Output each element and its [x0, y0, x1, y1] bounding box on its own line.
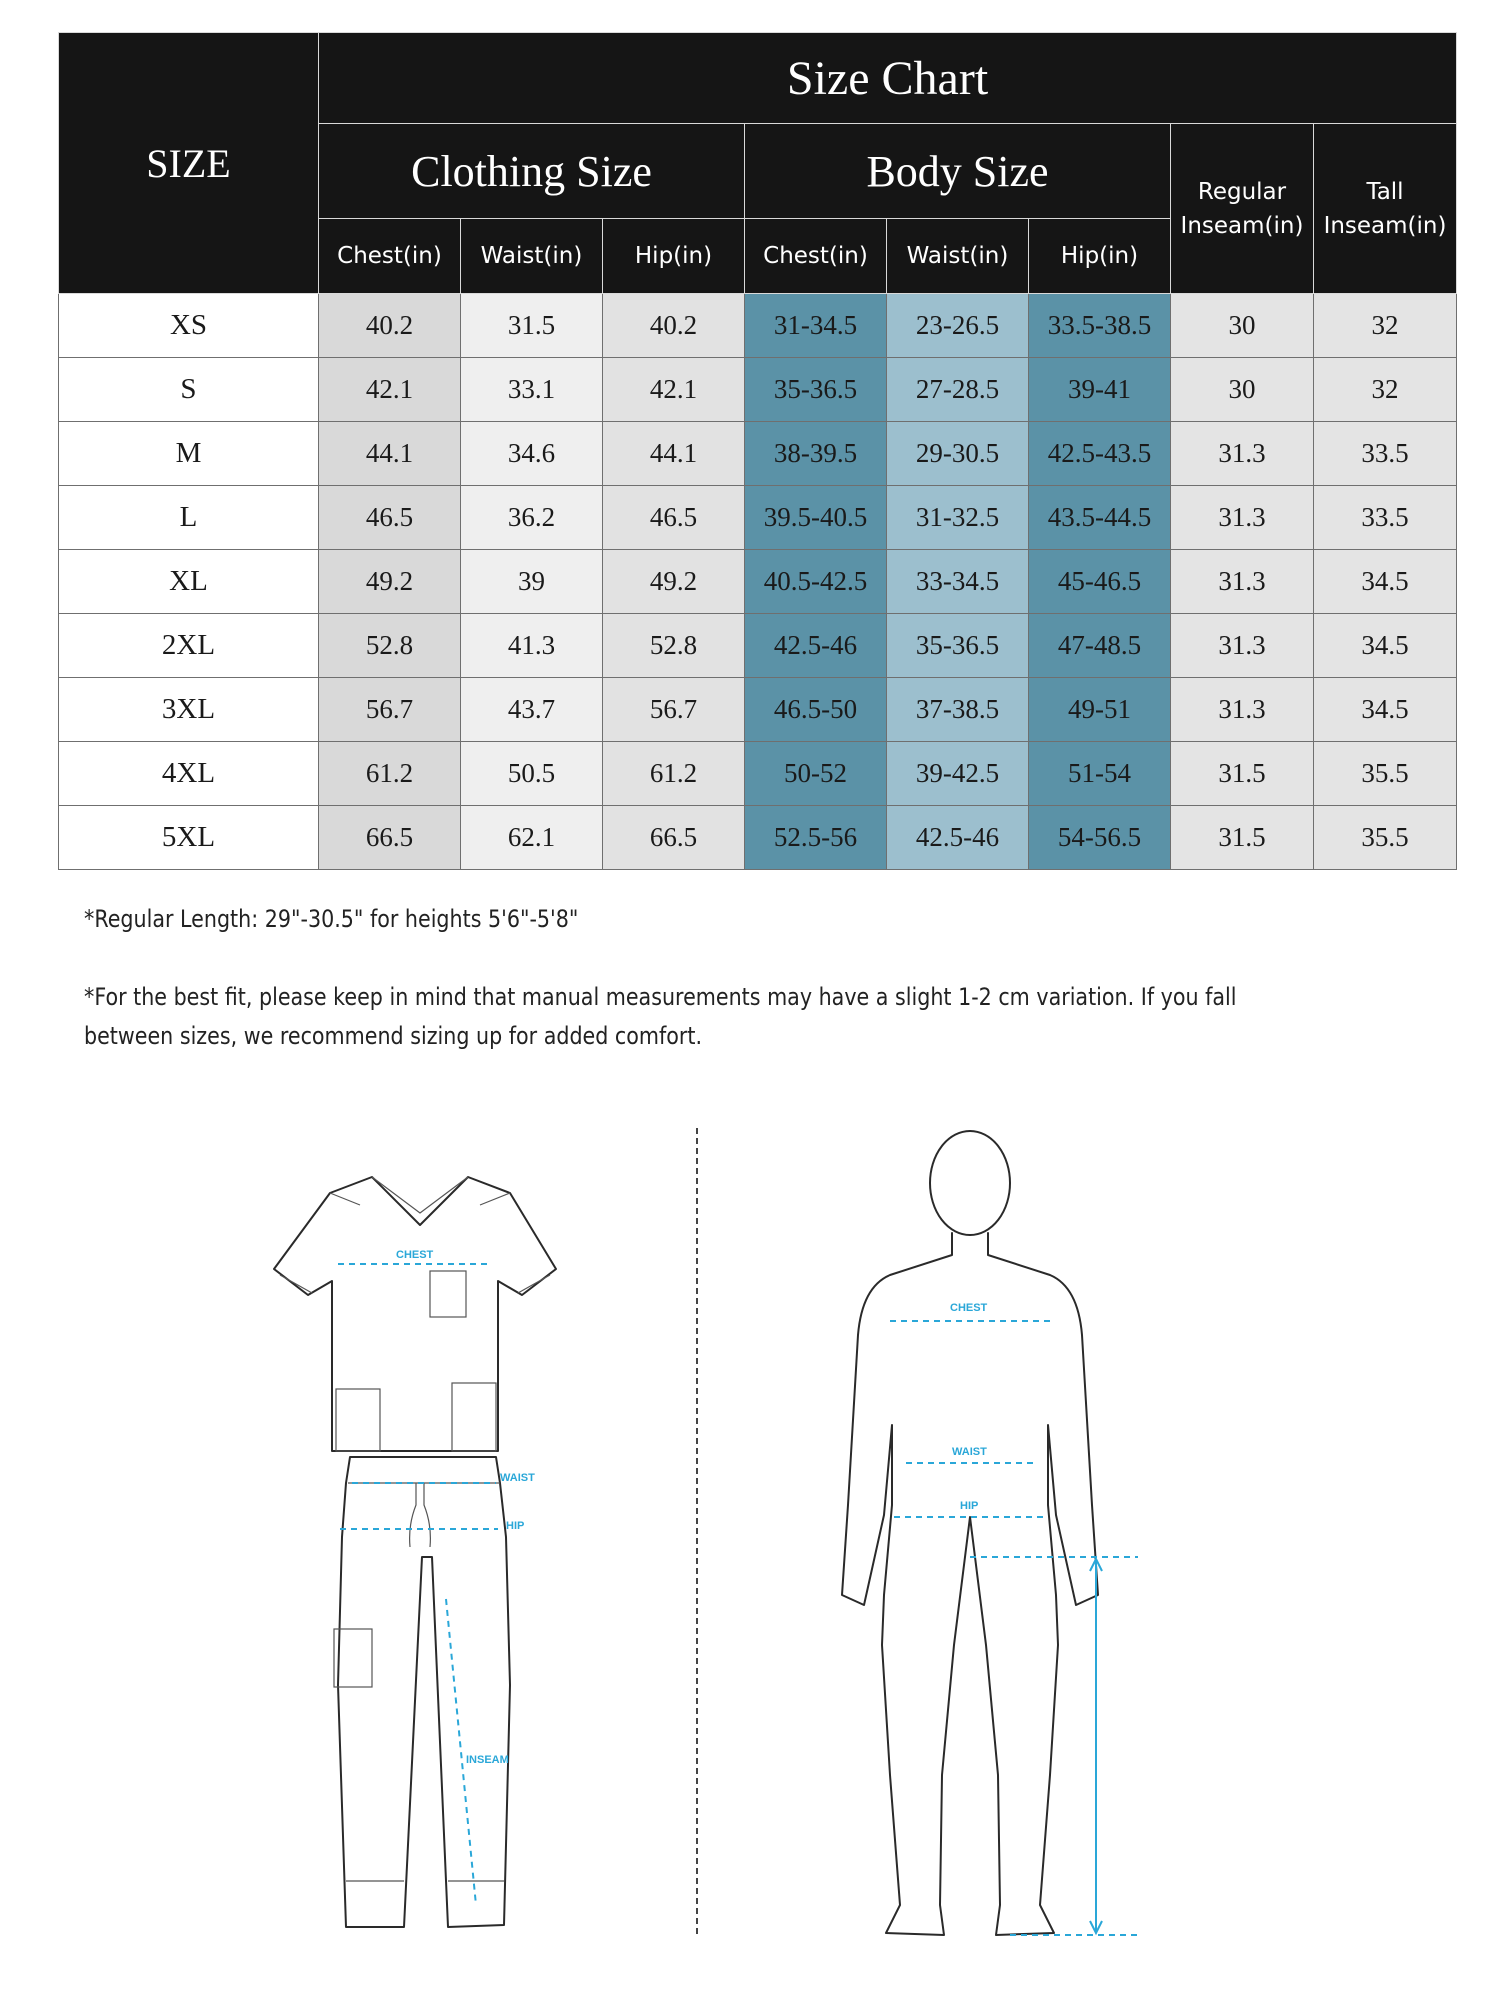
clothing-hip-cell: 40.2: [603, 294, 745, 358]
tall-inseam-cell: 35.5: [1314, 806, 1457, 870]
size-header: SIZE: [59, 33, 319, 294]
clothing-hip-cell: 49.2: [603, 550, 745, 614]
body-waist-cell: 23-26.5: [887, 294, 1029, 358]
body-chest-cell: 38-39.5: [745, 422, 887, 486]
body-chest-cell: 52.5-56: [745, 806, 887, 870]
tall-inseam-cell: 32: [1314, 294, 1457, 358]
clothing-chest-cell: 40.2: [319, 294, 461, 358]
scrubs-illustration: [260, 1165, 580, 1945]
clothing-waist-cell: 33.1: [461, 358, 603, 422]
body-waist-cell: 27-28.5: [887, 358, 1029, 422]
scrub-top-outline: [274, 1177, 556, 1451]
regular-inseam-cell: 31.3: [1171, 550, 1314, 614]
chart-title: Size Chart: [319, 33, 1457, 124]
clothing-hip-cell: 56.7: [603, 678, 745, 742]
clothing-chest-cell: 44.1: [319, 422, 461, 486]
clothing-chest-cell: 49.2: [319, 550, 461, 614]
tall-inseam-cell: 34.5: [1314, 678, 1457, 742]
size-cell: L: [59, 486, 319, 550]
body-waist-cell: 39-42.5: [887, 742, 1029, 806]
regular-inseam-cell: 31.3: [1171, 486, 1314, 550]
clothing-hip-header: Hip(in): [603, 219, 745, 294]
body-hip-cell: 33.5-38.5: [1029, 294, 1171, 358]
body-waist-cell: 31-32.5: [887, 486, 1029, 550]
body-size-header: Body Size: [745, 124, 1171, 219]
regular-inseam-cell: 30: [1171, 294, 1314, 358]
body-chest-cell: 40.5-42.5: [745, 550, 887, 614]
size-cell: 4XL: [59, 742, 319, 806]
regular-inseam-cell: 31.5: [1171, 806, 1314, 870]
regular-inseam-cell: 30: [1171, 358, 1314, 422]
body-hip-cell: 42.5-43.5: [1029, 422, 1171, 486]
size-row: [59, 550, 1457, 614]
body-chest-cell: 42.5-46: [745, 614, 887, 678]
clothing-chest-header: Chest(in): [319, 219, 461, 294]
fit-note-line-1: *For the best fit, please keep in mind that manual measurements may have a slight 1-2 cm variation. If you fall: [84, 983, 1237, 1011]
size-row: [59, 358, 1457, 422]
body-chest-label: CHEST: [950, 1302, 988, 1314]
garment-chest-label: CHEST: [396, 1249, 434, 1261]
body-chest-cell: 35-36.5: [745, 358, 887, 422]
size-row: [59, 294, 1457, 358]
clothing-waist-cell: 39: [461, 550, 603, 614]
body-chest-cell: 46.5-50: [745, 678, 887, 742]
regular-inseam-cell: 31.3: [1171, 614, 1314, 678]
body-waist-label: WAIST: [952, 1446, 987, 1458]
body-waist-cell: 33-34.5: [887, 550, 1029, 614]
body-hip-cell: 49-51: [1029, 678, 1171, 742]
body-chest-cell: 31-34.5: [745, 294, 887, 358]
body-chest-cell: 50-52: [745, 742, 887, 806]
size-row: [59, 806, 1457, 870]
body-waist-header: Waist(in): [887, 219, 1029, 294]
clothing-waist-cell: 34.6: [461, 422, 603, 486]
tall-inseam-cell: 34.5: [1314, 550, 1457, 614]
regular-inseam-header: Regular Inseam(in): [1171, 124, 1314, 294]
clothing-chest-cell: 52.8: [319, 614, 461, 678]
tall-inseam-cell: 33.5: [1314, 422, 1457, 486]
clothing-hip-cell: 61.2: [603, 742, 745, 806]
clothing-hip-cell: 46.5: [603, 486, 745, 550]
regular-length-note: *Regular Length: 29"-30.5" for heights 5'6"-5'8": [84, 905, 579, 933]
clothing-waist-header: Waist(in): [461, 219, 603, 294]
size-row: [59, 422, 1457, 486]
size-cell: XL: [59, 550, 319, 614]
size-cell: 5XL: [59, 806, 319, 870]
regular-inseam-cell: 31.5: [1171, 742, 1314, 806]
clothing-waist-cell: 50.5: [461, 742, 603, 806]
clothing-chest-cell: 66.5: [319, 806, 461, 870]
size-row: [59, 614, 1457, 678]
size-row: [59, 742, 1457, 806]
size-row: [59, 486, 1457, 550]
body-illustration: [820, 1125, 1150, 1945]
body-hip-cell: 45-46.5: [1029, 550, 1171, 614]
clothing-waist-cell: 41.3: [461, 614, 603, 678]
fit-note-line-2: between sizes, we recommend sizing up for added comfort.: [84, 1022, 703, 1050]
garment-waist-label: WAIST: [500, 1472, 535, 1484]
scrub-pants-outline: [334, 1457, 510, 1927]
body-waist-cell: 37-38.5: [887, 678, 1029, 742]
body-waist-cell: 29-30.5: [887, 422, 1029, 486]
body-hip-header: Hip(in): [1029, 219, 1171, 294]
clothing-waist-cell: 43.7: [461, 678, 603, 742]
regular-inseam-cell: 31.3: [1171, 422, 1314, 486]
garment-hip-label: HIP: [506, 1520, 525, 1532]
clothing-waist-cell: 62.1: [461, 806, 603, 870]
body-outline: [842, 1131, 1098, 1935]
size-rows: [59, 294, 1457, 870]
body-hip-cell: 47-48.5: [1029, 614, 1171, 678]
body-waist-cell: 42.5-46: [887, 806, 1029, 870]
garment-inseam-label: INSEAM: [466, 1754, 509, 1766]
body-waist-cell: 35-36.5: [887, 614, 1029, 678]
size-cell: 3XL: [59, 678, 319, 742]
body-hip-cell: 51-54: [1029, 742, 1171, 806]
clothing-hip-cell: 42.1: [603, 358, 745, 422]
tall-inseam-cell: 34.5: [1314, 614, 1457, 678]
clothing-waist-cell: 36.2: [461, 486, 603, 550]
garment-inseam-measure-line: [446, 1599, 476, 1905]
tall-inseam-cell: 33.5: [1314, 486, 1457, 550]
body-hip-cell: 54-56.5: [1029, 806, 1171, 870]
size-chart-table: [58, 32, 1457, 870]
clothing-chest-cell: 46.5: [319, 486, 461, 550]
tall-inseam-header: Tall Inseam(in): [1314, 124, 1457, 294]
size-cell: M: [59, 422, 319, 486]
clothing-waist-cell: 31.5: [461, 294, 603, 358]
size-cell: 2XL: [59, 614, 319, 678]
clothing-size-header: Clothing Size: [319, 124, 745, 219]
regular-inseam-cell: 31.3: [1171, 678, 1314, 742]
clothing-hip-cell: 44.1: [603, 422, 745, 486]
clothing-hip-cell: 66.5: [603, 806, 745, 870]
section-divider: [696, 1128, 698, 1934]
tall-inseam-cell: 32: [1314, 358, 1457, 422]
body-hip-cell: 39-41: [1029, 358, 1171, 422]
tall-inseam-cell: 35.5: [1314, 742, 1457, 806]
clothing-hip-cell: 52.8: [603, 614, 745, 678]
clothing-chest-cell: 56.7: [319, 678, 461, 742]
body-chest-header: Chest(in): [745, 219, 887, 294]
body-hip-label: HIP: [960, 1500, 979, 1512]
clothing-chest-cell: 42.1: [319, 358, 461, 422]
size-cell: XS: [59, 294, 319, 358]
size-row: [59, 678, 1457, 742]
size-cell: S: [59, 358, 319, 422]
clothing-chest-cell: 61.2: [319, 742, 461, 806]
body-chest-cell: 39.5-40.5: [745, 486, 887, 550]
body-hip-cell: 43.5-44.5: [1029, 486, 1171, 550]
